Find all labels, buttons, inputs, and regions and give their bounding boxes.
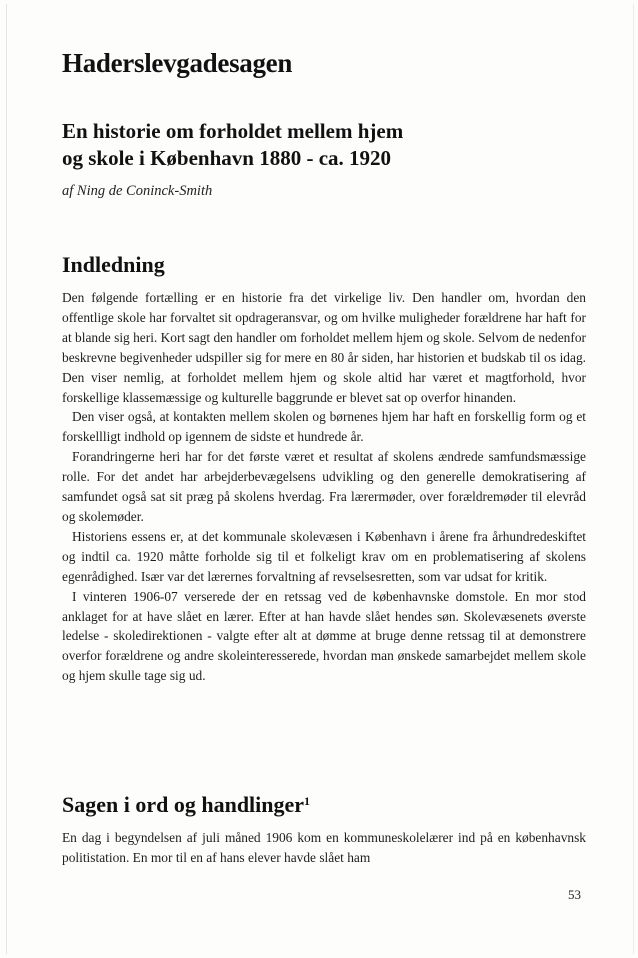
paragraph: En dag i begyndelsen af juli måned 1906 kom en kommuneskolelærer ind på en københavnsk politistation. En mor til en af hans elever havde slået ham	[62, 830, 586, 865]
paragraph: I vinteren 1906-07 verserede der en retssag ved de københavnske domstole. En mor stod anklaget for at have slået en lærer. Efter at han havde slået hendes søn. Skolevæsenets øverste ledelse - skoledirektionen - valgte efter alt at dømme at bruge denne retssag til at demonstrere overfor forældrene og andre skoleinteresserede, hvordan man ønskede samarbejdet mellem skole og hjem skulle tage sig ud.	[62, 588, 586, 684]
section-heading-sagen	[62, 792, 310, 818]
subtitle-line-2: og skole i København 1880 - ca. 1920	[62, 146, 392, 170]
paragraph: Historiens essens er, at det kommunale skolevæsen i København i årene fra århundredeskiftet og indtil ca. 1920 måtte forholde sig til et folkeligt krav om en problematisering af skolens egenrådighed. Især var det lærernes forvaltning af revselsesretten, som var udsat for kritik.	[62, 528, 586, 584]
paragraph: Forandringerne heri har for det første været et resultat af skolens ændrede samfundsmæssige rolle. For det andet har arbejderbevægelsens udvikling og den generelle demokratisering af samfundet også sat sit præg på skolens hverdag. Fra lærermøder, over forældremøder til elevråd og skolemøder.	[62, 449, 586, 524]
footnote-marker: 1	[304, 794, 311, 808]
article-subtitle	[62, 118, 403, 172]
section-heading-text: Sagen i ord og handlinger	[62, 792, 305, 817]
page-number: 53	[568, 887, 581, 902]
article-author: af Ning de Coninck-Smith	[62, 183, 213, 199]
paragraph: Den viser også, at kontakten mellem skolen og børnenes hjem har haft en forskellig form og et forskellligt indhold op igennem de sidste et hundrede år.	[62, 409, 586, 445]
section-body-indledning	[62, 288, 586, 686]
section-heading-indledning: Indledning	[62, 252, 165, 277]
subtitle-line-1: En historie om forholdet mellem hjem	[62, 119, 404, 143]
article-title: Haderslevgadesagen	[62, 48, 293, 78]
paragraph: Den følgende fortælling er en historie fra det virkelige liv. Den handler om, hvordan den offentlige skole har forvaltet sit opdrageransvar, og om hvilke muligheder forældrene har haft for at blande sig heri. Kort sagt den handler om forholdet mellem hjem og skole. Selvom de nedenfor beskrevne begivenheder udspiller sig for mere en 80 år siden, har historien et budskab til os idag. Den viser nemlig, at forholdet mellem hjem og skole altid har været et magtforhold, hvor forskellige klassemæssige og kulturelle baggrunde er blevet sat op overfor hinanden.	[62, 290, 586, 405]
section-body-sagen	[62, 828, 586, 868]
